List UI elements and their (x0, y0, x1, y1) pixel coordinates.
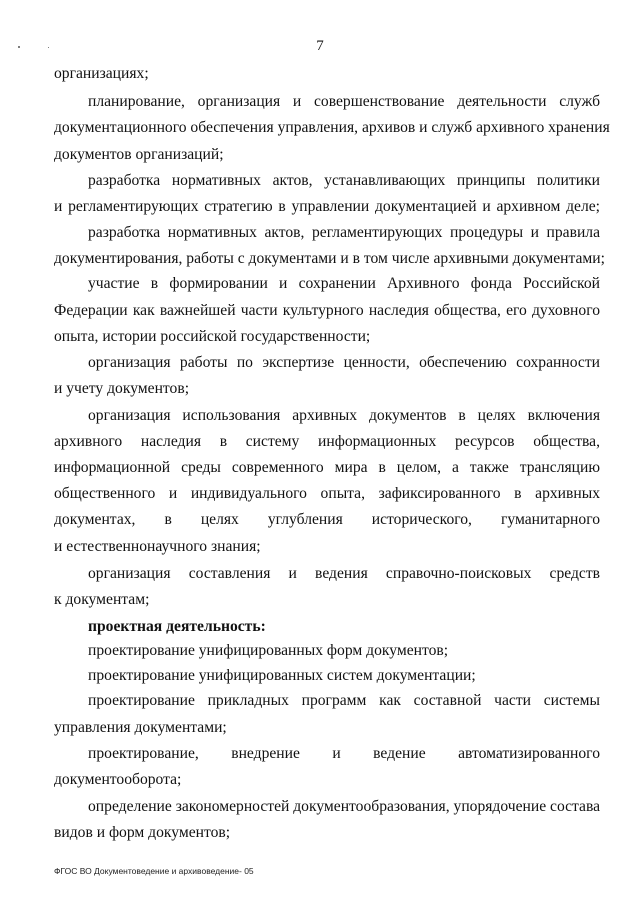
text-line: организация использования архивных документов в целях включения (88, 407, 600, 424)
text-line: планирование, организация и совершенствование деятельности служб (88, 93, 600, 110)
text-line: организация составления и ведения справочно-поисковых средств (88, 565, 600, 582)
text-line: определение закономерностей документообразования, упорядочение состава (88, 798, 601, 815)
text-line: к документам; (54, 591, 150, 608)
text-line: документооборота; (54, 771, 182, 788)
text-line: разработка нормативных актов, устанавливающих принципы политики (88, 172, 600, 189)
text-line: архивного наследия в систему информационных ресурсов общества, (54, 433, 600, 450)
text-line: проектирование прикладных программ как составной части системы (88, 692, 600, 709)
text-line: организациях; (54, 65, 149, 82)
text-line: Федерации как важнейшей части культурного наследия общества, его духовного (54, 302, 600, 319)
text-line: общественного и индивидуального опыта, зафиксированного в архивных (54, 485, 600, 502)
page-number: 7 (316, 38, 324, 54)
text-line: документационного обеспечения управления, архивов и служб архивного хранения (54, 119, 610, 136)
text-line: документов организаций; (54, 146, 224, 163)
document-footer: ФГОС ВО Документоведение и архивоведение- 05 (54, 866, 254, 876)
text-line: документах, в целях углубления исторического, гуманитарного (54, 511, 600, 528)
text-line: видов и форм документов; (54, 824, 231, 841)
text-line: и естественнонаучного знания; (54, 538, 261, 555)
text-line: проектирование, внедрение и ведение автоматизированного (88, 745, 600, 762)
text-line: проектирование унифицированных форм документов; (88, 642, 449, 659)
text-line: проектирование унифицированных систем документации; (88, 667, 476, 684)
text-line: опыта, истории российской государственности; (54, 328, 371, 345)
text-line: и регламентирующих стратегию в управлении документацией и архивном деле; (54, 198, 600, 215)
text-line: и учету документов; (54, 380, 190, 397)
text-line: участие в формировании и сохранении Архивного фонда Российской (88, 275, 600, 292)
text-line: документирования, работы с документами и в том числе архивными документами; (54, 250, 605, 267)
text-line: информационной среды современного мира в целом, а также трансляцию (54, 459, 600, 476)
text-line: разработка нормативных актов, регламентирующих процедуры и правила (88, 224, 600, 241)
text-line: управления документами; (54, 719, 227, 736)
text-line: организация работы по экспертизе ценности, обеспечению сохранности (88, 354, 600, 371)
section-heading: проектная деятельность: (88, 618, 266, 635)
